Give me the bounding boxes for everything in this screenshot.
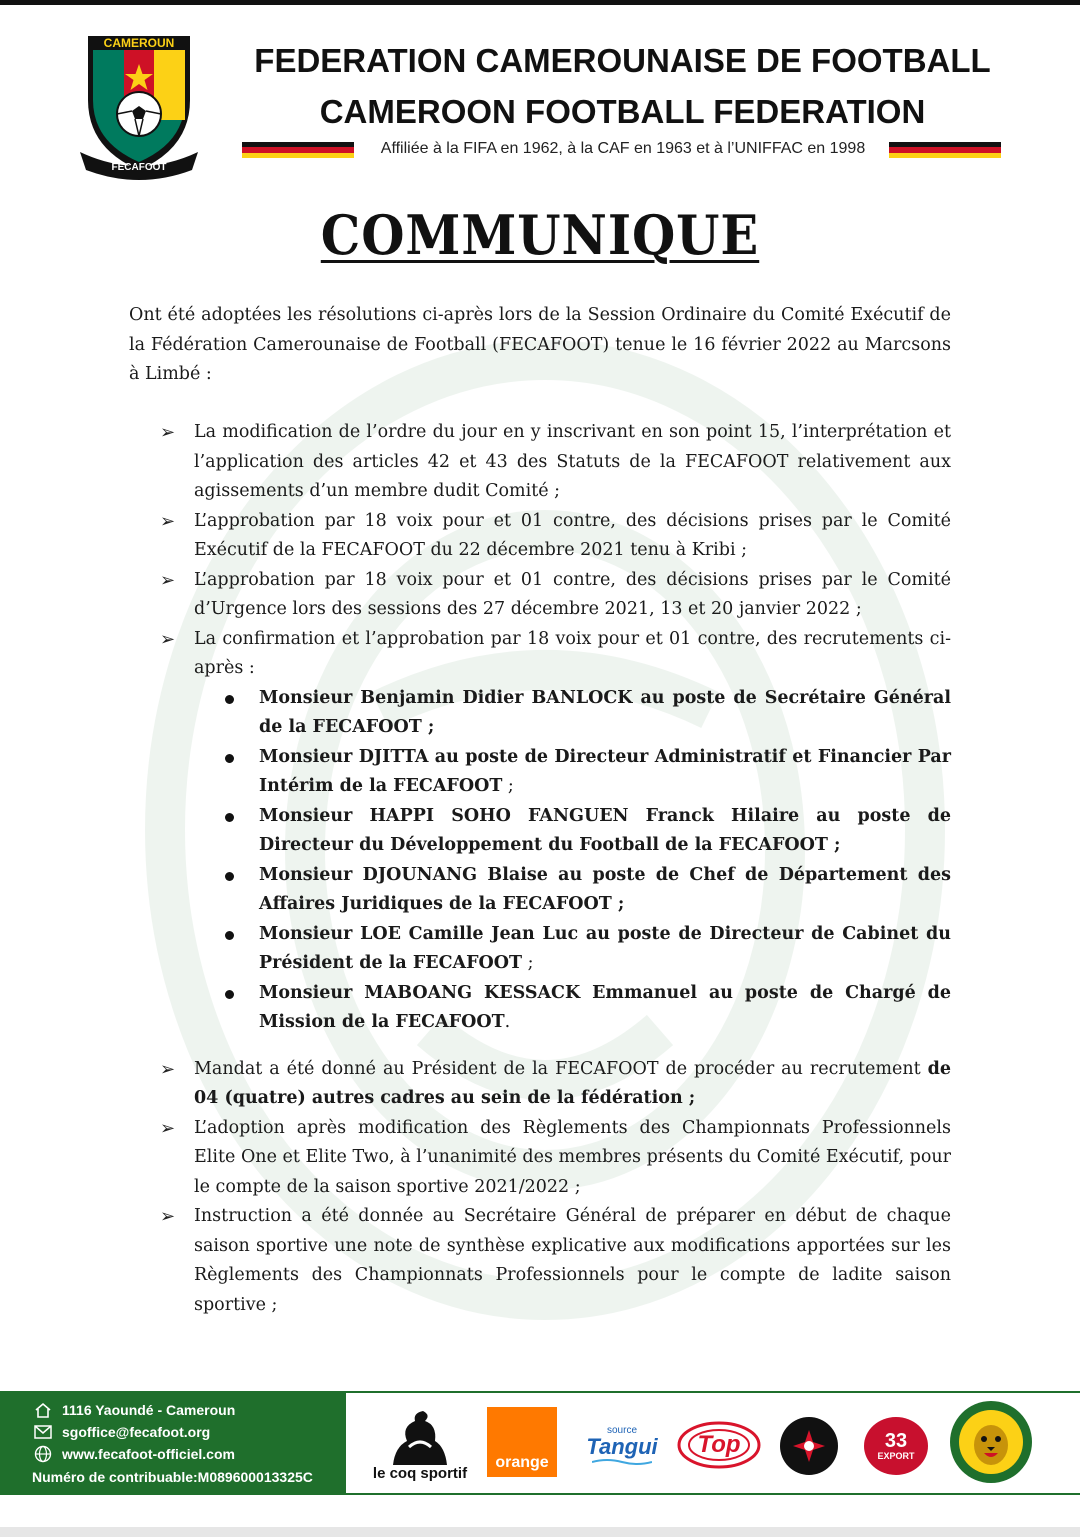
sponsor-33-export: 33 EXPORT — [864, 1417, 928, 1475]
affiliation-line: Affiliée à la FIFA en 1962, à la CAF en 1963 et à l’UNIFFAC en 1998 — [380, 140, 866, 157]
bullet-dot-icon — [225, 813, 234, 822]
arrow-bullet-icon: ➢ — [160, 1206, 176, 1227]
bullet-dot-icon — [225, 754, 234, 763]
sponsor-lecoqsportif: le coq sportif — [370, 1399, 470, 1489]
resolution-item: ➢ La modification de l’ordre du jour en y inscrivant en son point 15, l’interprétation et l’application des articles 42 et 43 des Statuts de la FECAFOOT relativement aux agissements d’un membre dudit Comité ; — [160, 418, 951, 507]
recruitment-item: Monsieur MABOANG KESSACK Emmanuel au poste de Chargé de Mission de la FECAFOOT. — [259, 979, 951, 1038]
bullet-dot-icon — [225, 695, 234, 704]
recruitment-item: Monsieur HAPPI SOHO FANGUEN Franck Hilaire au poste de Directeur du Développement du Football de la FECAFOOT ; — [259, 802, 951, 861]
arrow-bullet-icon: ➢ — [160, 569, 176, 591]
recruitment-item: Monsieur Benjamin Didier BANLOCK au poste de Secrétaire Général de la FECAFOOT ; — [259, 684, 951, 743]
svg-text:CAMEROUN: CAMEROUN — [103, 36, 175, 50]
flag-stripe-right — [889, 142, 1001, 158]
footer-contact-panel — [0, 1391, 346, 1495]
starburst-icon — [789, 1426, 829, 1466]
resolution-item: ➢ Mandat a été donné au Président de la FECAFOOT de procéder au recrutement de 04 (quatre) autres cadres au sein de la fédération ; — [160, 1055, 951, 1114]
svg-text:FECAFOOT: FECAFOOT — [111, 162, 167, 173]
sponsor-black-round-logo — [780, 1417, 838, 1475]
bullet-dot-icon — [225, 931, 234, 940]
communique-title: COMMUNIQUE — [320, 203, 760, 267]
home-icon — [32, 1401, 54, 1419]
footer-website[interactable]: www.fecafoot-officiel.com — [32, 1444, 235, 1464]
footer-email[interactable]: sgoffice@fecafoot.org — [32, 1422, 210, 1442]
resolution-item: ➢ L’approbation par 18 voix pour et 01 contre, des décisions prises par le Comité d’Urgence lors des sessions des 27 décembre 2021, 13 et 20 janvier 2022 ; — [160, 566, 951, 625]
arrow-bullet-icon: ➢ — [160, 510, 176, 532]
sponsors-strip — [346, 1391, 1080, 1495]
lion-head-icon — [956, 1407, 1026, 1477]
rooster-icon — [385, 1407, 455, 1467]
sponsor-orange: orange — [487, 1407, 557, 1477]
sponsor-top: Top — [676, 1419, 762, 1471]
bullet-dot-icon — [225, 990, 234, 999]
intro-paragraph: Ont été adoptées les résolutions ci-après lors de la Session Ordinaire du Comité Exécutif de la Fédération Camerounaise de Football (FECAFOOT) tenue le 16 février 2022 au Marcsons à Limbé : — [129, 305, 951, 384]
recruitment-item: Monsieur DJITTA au poste de Directeur Administratif et Financier Par Intérim de la FECAFOOT ; — [259, 743, 951, 802]
bullet-dot-icon — [225, 872, 234, 881]
resolution-item: ➢ L’adoption après modification des Règlements des Championnats Professionnels Elite One et Elite Two, à l’unanimité des membres présents du Comité Exécutif, pour le compte de la saison sportive 2021/2022 ; — [160, 1114, 951, 1203]
sponsor-lion-logo — [950, 1401, 1032, 1483]
resolutions-list — [160, 418, 951, 1320]
top-border-rule — [0, 0, 1080, 5]
recruitment-item: Monsieur DJOUNANG Blaise au poste de Chef de Département des Affaires Juridiques de la FECAFOOT ; — [259, 861, 951, 920]
federation-title-fr: FEDERATION CAMEROUNAISE DE FOOTBALL — [254, 42, 991, 79]
resolution-item: ➢ La confirmation et l’approbation par 18 voix pour et 01 contre, des recrutements ci-après : Monsieur Benjamin Didier BANLOCK au poste de Secrétaire Général de la FECAFOOT ; Monsieur DJITTA au poste de Directeur Administratif et Financier Par Intérim de la FECAFOOT ; Monsieur HAPPI SOHO FANGUEN Franck Hilaire au poste de Directeur du Développement du Football de la FECAFOOT ; Monsieur DJOUNANG Blaise au poste de Chef de Département des Affaires Juridiques de la FECAFOOT ; Monsieur LOE Camille Jean Luc au poste de Directeur de Cabinet du Président de la FECAFOOT ; Monsieur MABOANG KESSACK Emmanuel au poste de Chargé de Mission de la FECAFOOT. — [160, 625, 951, 1038]
sponsor-tangui: source Tangui — [582, 1417, 662, 1473]
footer-taxpayer-number: Numéro de contribuable:M089600013325C — [32, 1469, 313, 1485]
envelope-icon — [32, 1423, 54, 1441]
arrow-bullet-icon: ➢ — [160, 422, 176, 443]
footer-address: 1116 Yaoundé - Cameroun — [32, 1400, 235, 1420]
resolution-item: ➢ Instruction a été donnée au Secrétaire Général de préparer en début de chaque saison sportive une note de synthèse explicative aux modifications apportées sur les Règlements des Championnats Professionnels pour le compte de ladite saison sportive ; — [160, 1202, 951, 1320]
wave-icon — [592, 1458, 652, 1466]
federation-title-en: CAMEROON FOOTBALL FEDERATION — [319, 93, 926, 130]
bottom-band — [0, 1527, 1080, 1537]
arrow-bullet-icon: ➢ — [160, 628, 176, 650]
arrow-bullet-icon: ➢ — [160, 1117, 176, 1139]
globe-icon — [32, 1445, 54, 1463]
recruitment-item: Monsieur LOE Camille Jean Luc au poste de Directeur de Cabinet du Président de la FECAFOOT ; — [259, 920, 951, 979]
fecafoot-logo — [76, 30, 202, 180]
flag-stripe-left — [242, 142, 354, 158]
arrow-bullet-icon: ➢ — [160, 1058, 176, 1080]
recruitments-list — [194, 684, 951, 1038]
footer — [0, 1391, 1080, 1495]
resolution-item: ➢ L’approbation par 18 voix pour et 01 contre, des décisions prises par le Comité Exécutif de la FECAFOOT du 22 décembre 2021 tenu à Kribi ; — [160, 507, 951, 566]
